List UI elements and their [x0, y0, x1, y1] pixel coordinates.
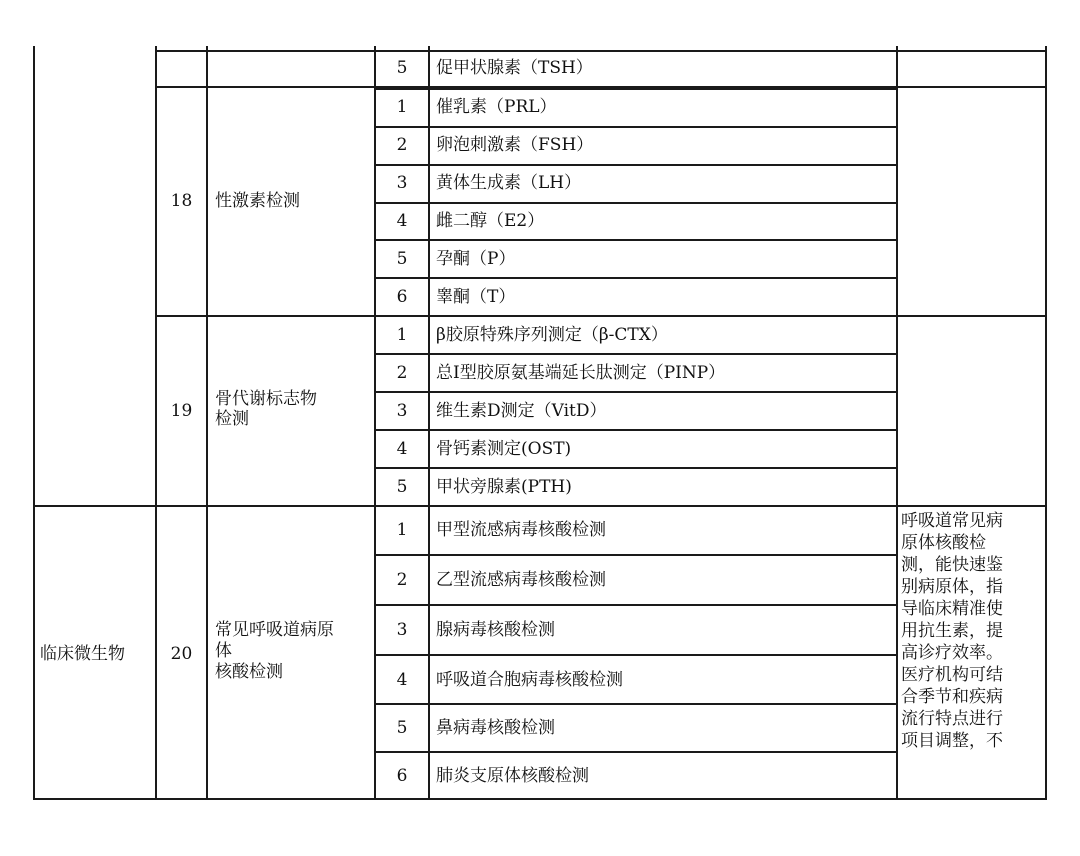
row-no: 2	[396, 363, 408, 383]
row-no: 4	[396, 670, 408, 690]
row-label: 催乳素（PRL）	[436, 97, 557, 117]
category-label: 临床微生物	[40, 644, 125, 664]
group-name-line1: 常见呼吸道病原	[215, 620, 334, 640]
row-label: 甲状旁腺素(PTH)	[436, 477, 572, 497]
group-name: 性激素检测	[215, 191, 300, 211]
group-name-line3: 核酸检测	[215, 662, 283, 682]
group-name-line1: 骨代谢标志物	[215, 389, 317, 409]
row-no: 2	[396, 570, 408, 590]
group-index: 18	[170, 191, 193, 211]
row-label: β胶原特殊序列测定（β-CTX）	[436, 325, 668, 345]
row-no: 6	[396, 287, 408, 307]
note-line: 别病原体，指	[901, 577, 1003, 597]
row-no: 6	[396, 766, 408, 786]
row-label: 卵泡刺激素（FSH）	[436, 135, 594, 155]
row-label: 总I型胶原氨基端延长肽测定（PINP）	[436, 363, 726, 383]
note-line: 高诊疗效率。	[901, 643, 1003, 663]
row-label: 肺炎支原体核酸检测	[436, 766, 589, 786]
note-line: 合季节和疾病	[901, 687, 1003, 707]
row-label: 黄体生成素（LH）	[436, 173, 582, 193]
row-no: 3	[396, 620, 408, 640]
row-label: 促甲状腺素（TSH）	[436, 58, 593, 78]
row-label: 鼻病毒核酸检测	[436, 718, 555, 738]
row-label: 雌二醇（E2）	[436, 211, 545, 231]
col-line-no	[428, 46, 430, 800]
group-index: 19	[170, 401, 193, 421]
row-label: 腺病毒核酸检测	[436, 620, 555, 640]
note-line: 项目调整，不	[901, 731, 1003, 751]
note-line: 原体核酸检	[901, 533, 986, 553]
group-name-line2: 检测	[215, 409, 249, 429]
note-line: 用抗生素，提	[901, 621, 1003, 641]
col-line-left	[33, 46, 35, 800]
col-line-right	[1045, 46, 1047, 800]
note-line: 测，能快速鉴	[901, 555, 1003, 575]
row-no: 3	[396, 173, 408, 193]
row-no: 5	[396, 477, 408, 497]
row-label: 甲型流感病毒核酸检测	[436, 520, 606, 540]
row-label: 维生素D测定（VitD）	[436, 401, 607, 421]
row-no: 2	[396, 135, 408, 155]
note-line: 医疗机构可结	[901, 665, 1003, 685]
col-line-category	[155, 46, 157, 800]
row-label: 乙型流感病毒核酸检测	[436, 570, 606, 590]
col-line-index	[206, 46, 208, 800]
row-no: 1	[396, 325, 408, 345]
row-label: 孕酮（P）	[436, 249, 516, 269]
row-no: 1	[396, 97, 408, 117]
row-no: 5	[396, 249, 408, 269]
row-label: 睾酮（T）	[436, 287, 516, 307]
row-no: 5	[396, 718, 408, 738]
row-no: 1	[396, 520, 408, 540]
group-name-line2: 体	[215, 641, 232, 661]
group-index: 20	[170, 644, 193, 664]
col-line-item	[896, 46, 898, 800]
row-label: 呼吸道合胞病毒核酸检测	[436, 670, 623, 690]
row-no: 4	[396, 439, 408, 459]
group-note	[901, 510, 1045, 752]
note-line: 流行特点进行	[901, 709, 1003, 729]
note-line: 呼吸道常见病	[901, 511, 1003, 531]
note-line: 导临床精准使	[901, 599, 1003, 619]
row-no: 3	[396, 401, 408, 421]
row-label: 骨钙素测定(OST)	[436, 439, 572, 459]
row-no: 4	[396, 211, 408, 231]
row-no: 5	[396, 58, 408, 78]
